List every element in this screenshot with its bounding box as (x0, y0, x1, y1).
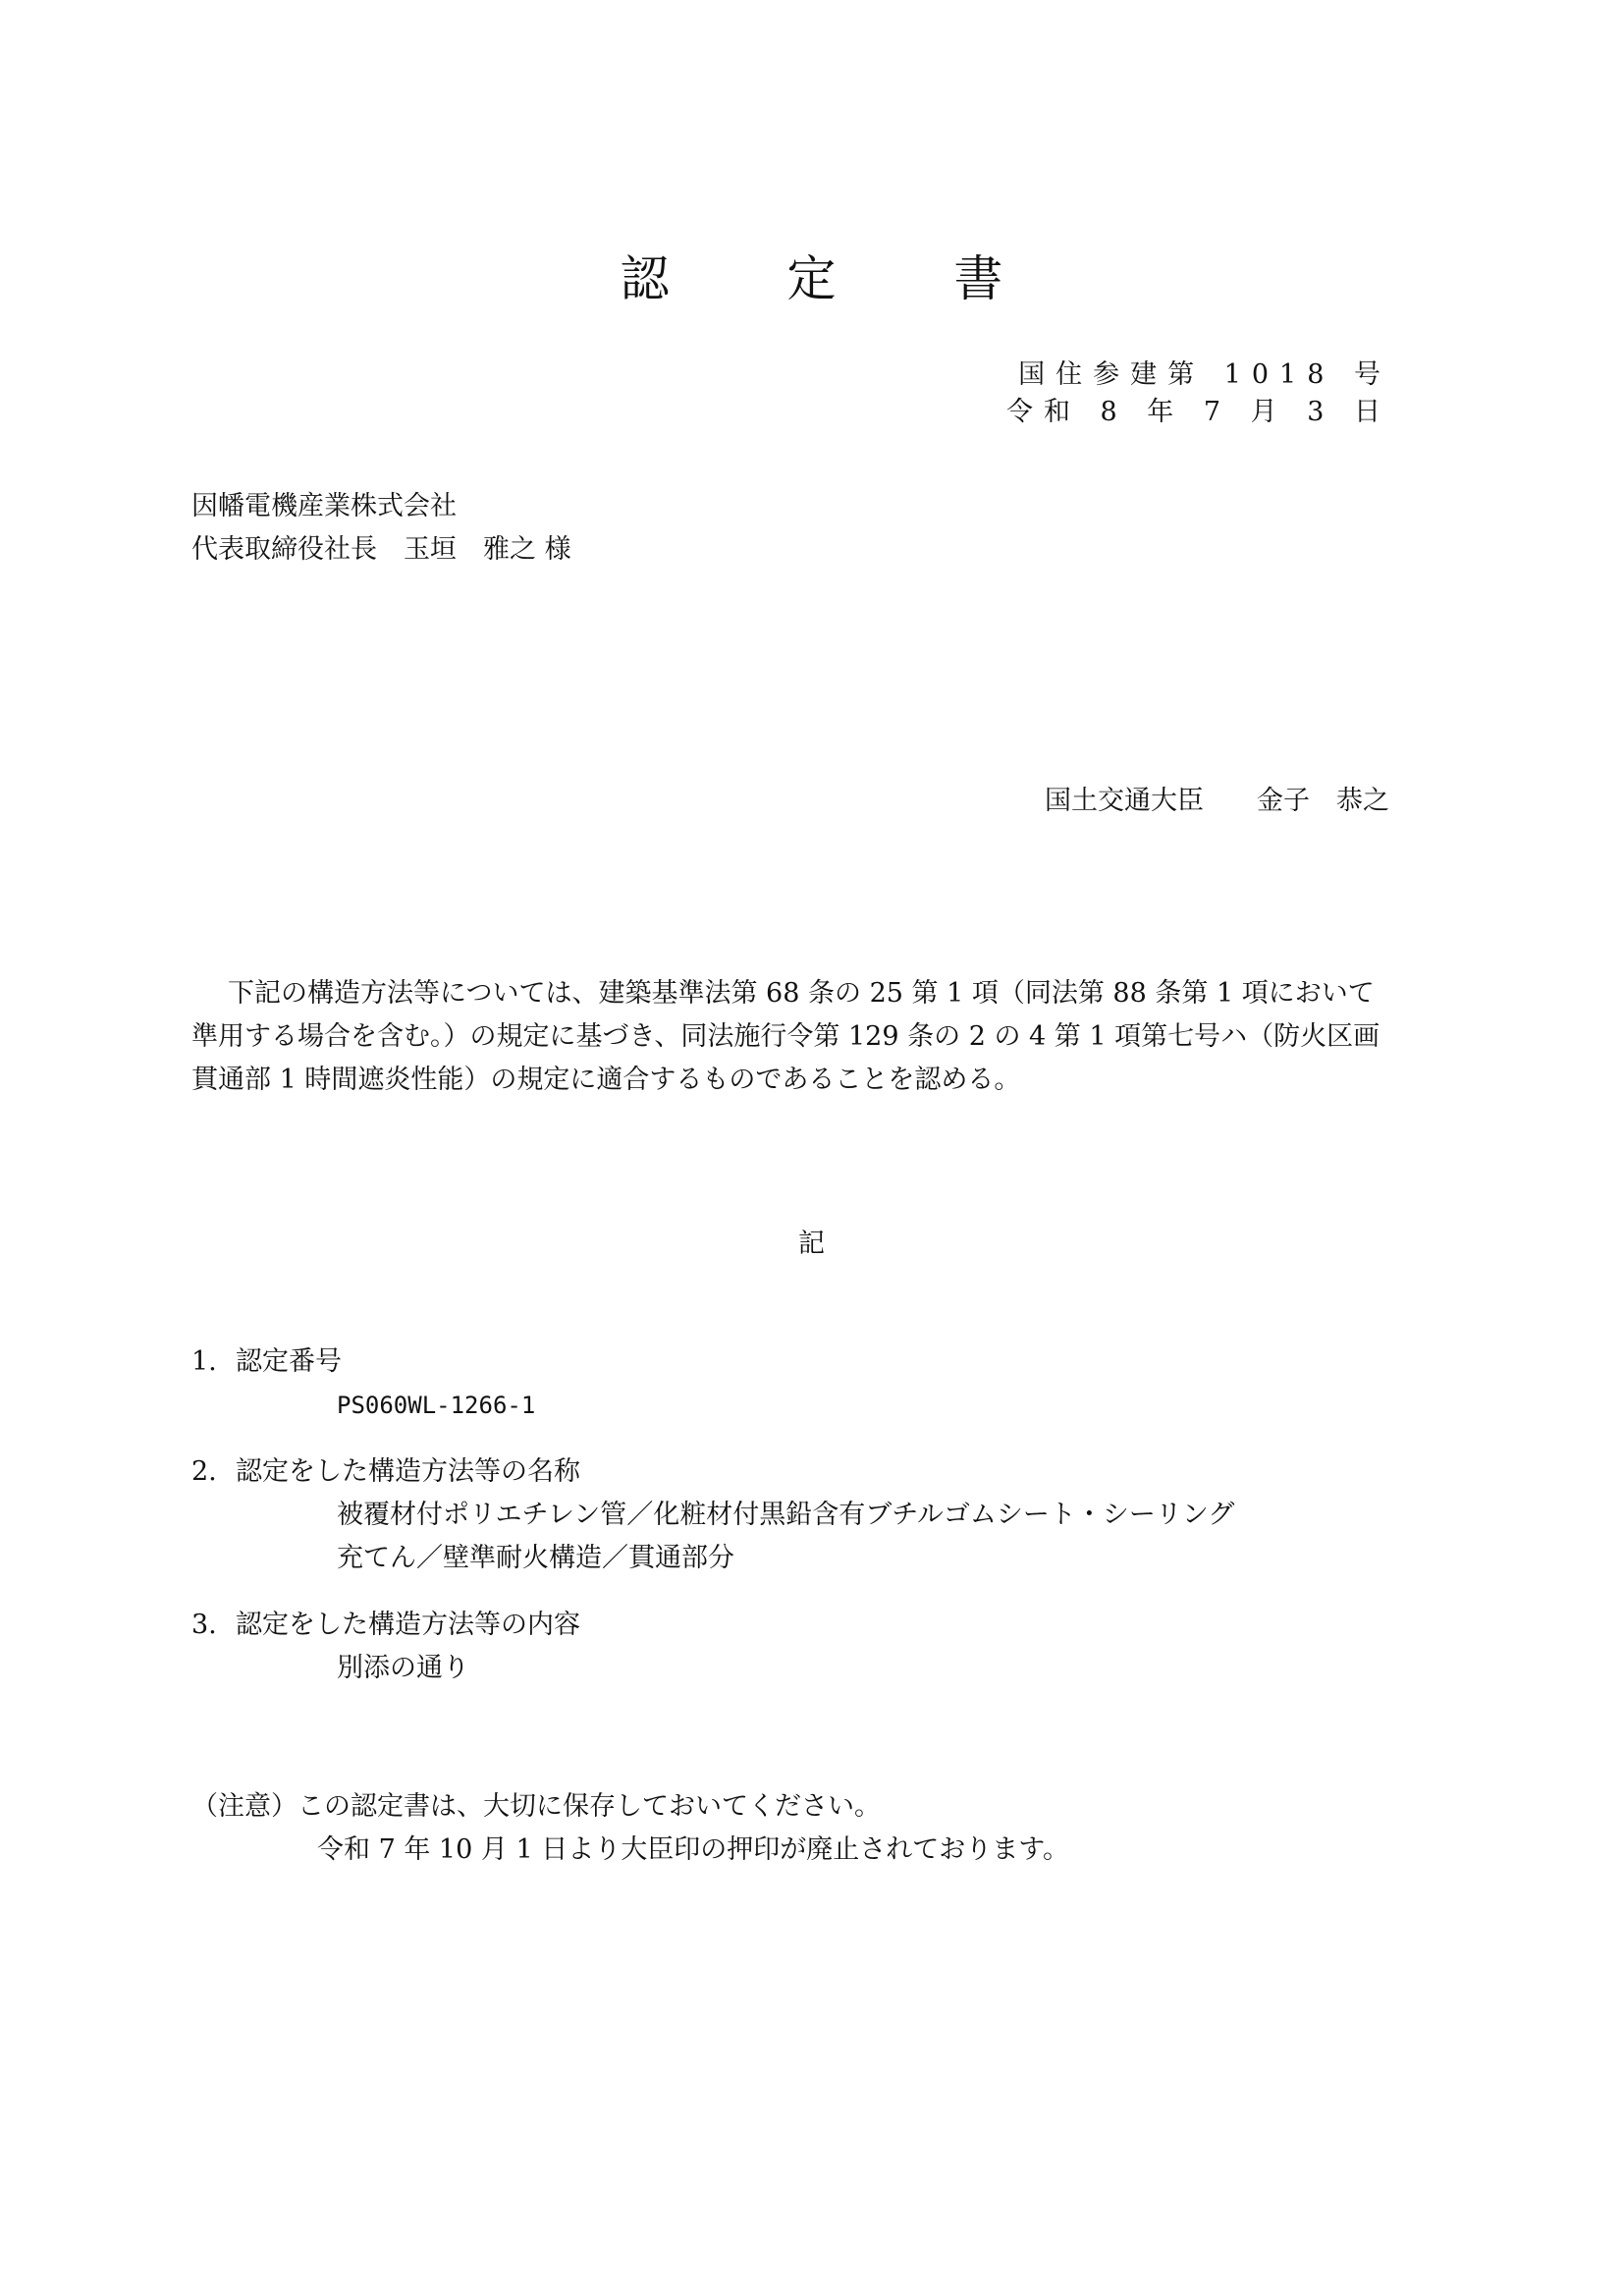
recipient-block (191, 485, 571, 572)
item-number: 3. (191, 1610, 217, 1640)
recipient-representative: 代表取締役社長 玉垣 雅之 様 (191, 534, 571, 565)
note-line-1: この認定書は、大切に保存しておいてください。 (298, 1791, 881, 1822)
recipient-company: 因幡電機産業株式会社 (191, 491, 457, 521)
note-prefix: （注意） (191, 1791, 298, 1822)
certification-body (191, 972, 1399, 1102)
item-value: 被覆材付ポリエチレン管／化粧材付黒鉛含有ブチルゴムシート・シーリング (337, 1500, 1235, 1530)
certification-text: 下記の構造方法等については、建築基準法第 68 条の 25 第 1 項（同法第 88 条第 1 項において準用する場合を含む。）の規定に基づき、同法施行令第 129 条の 2 の 4 第 1 項第七号ハ（防火区画貫通部 1 時間遮炎性能）の規定に適合するものであることを認める。 (191, 978, 1380, 1095)
reference-number: 国住参建第 1018 号 (1018, 359, 1391, 390)
item-value: 充てん／壁準耐火構造／貫通部分 (337, 1543, 734, 1573)
item-label: 認定番号 (236, 1346, 342, 1377)
note-block (191, 1785, 1069, 1872)
item-method-name (191, 1450, 1234, 1580)
item-certification-number (191, 1340, 1234, 1427)
items-list (191, 1340, 1234, 1714)
reference-block (1006, 356, 1391, 431)
item-value: 別添の通り (337, 1653, 469, 1683)
item-value: PS060WL-1266-1 (337, 1392, 536, 1419)
item-number: 2. (191, 1456, 217, 1487)
ki-heading: 記 (798, 1229, 825, 1259)
document-title: 認 定 書 (620, 250, 1055, 307)
item-method-content (191, 1604, 1234, 1690)
note-line-2: 令和 7 年 10 月 1 日より大臣印の押印が廃止されております。 (317, 1834, 1070, 1865)
item-label: 認定をした構造方法等の内容 (236, 1610, 580, 1640)
item-number: 1. (191, 1346, 217, 1377)
item-label: 認定をした構造方法等の名称 (236, 1456, 580, 1487)
issuer: 国土交通大臣 金子 恭之 (1045, 786, 1389, 816)
issue-date: 令和 8 年 7 月 3 日 (1005, 397, 1391, 427)
